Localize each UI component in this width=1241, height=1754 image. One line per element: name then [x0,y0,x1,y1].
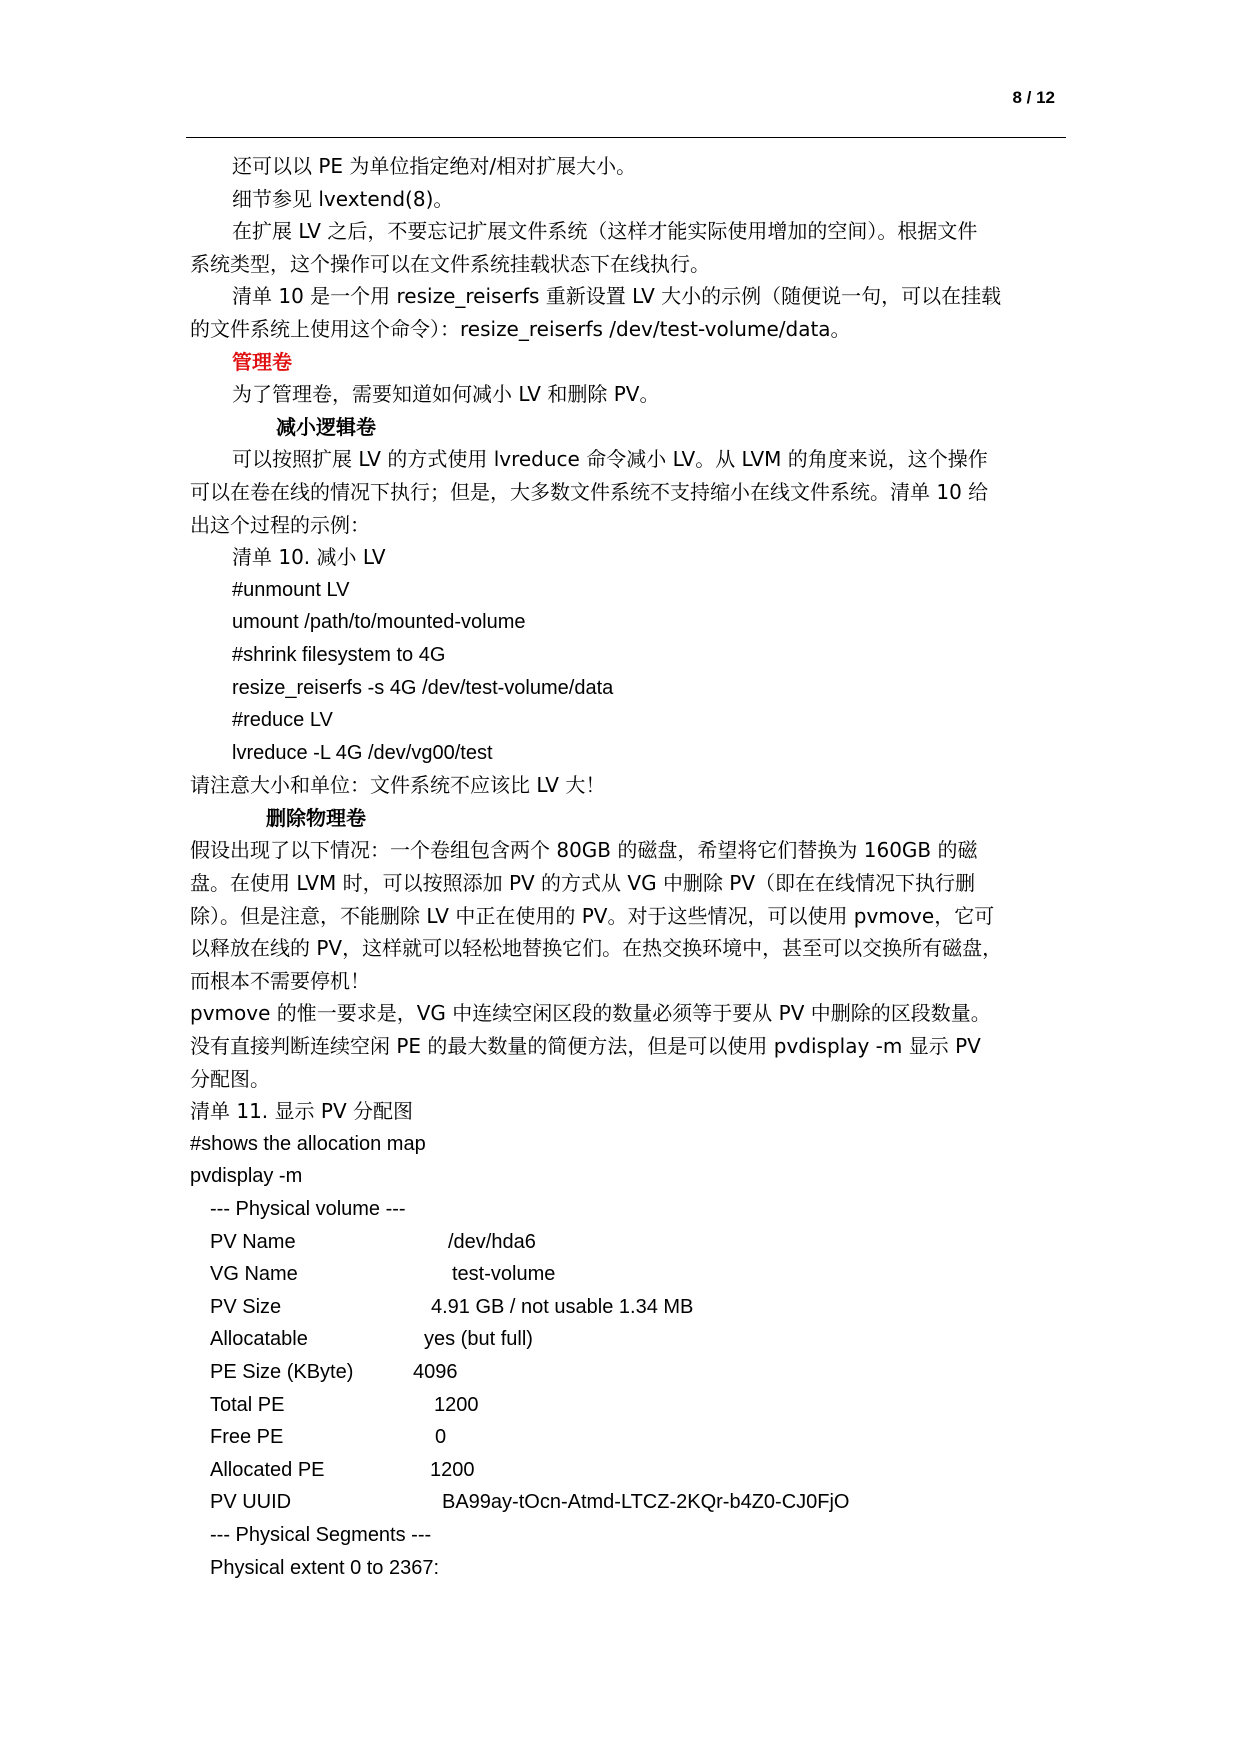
pv-row [190,1421,1070,1454]
subsection-heading-reduce: 减小逻辑卷 [276,414,376,439]
pv-value: 4096 [413,1360,458,1383]
pv-key: PV Size [210,1295,282,1318]
pv-row [190,1454,1070,1487]
pv-row [190,1486,1070,1519]
paragraph-line: 除）。但是注意，不能删除 LV 中正在使用的 PV。对于这些情况，可以使用 pvmove，它可 [190,903,995,928]
code-line: pvdisplay -m [190,1165,303,1188]
paragraph-line: 分配图。 [190,1066,270,1091]
code-line: #unmount LV [232,578,350,601]
paragraph-line: 系统类型，这个操作可以在文件系统挂载状态下在线执行。 [190,251,710,276]
pv-value: 0 [435,1426,447,1449]
pv-row [190,1291,1070,1324]
pv-value: test-volume [452,1263,556,1286]
document-body [190,150,1070,1584]
pv-value: 4.91 GB / not usable 1.34 MB [431,1295,694,1318]
paragraph-line: 可以按照扩展 LV 的方式使用 lvreduce 命令减小 LV。从 LVM 的角度来说，这个操作 [232,447,988,472]
paragraph-line: 盘。在使用 LVM 时，可以按照添加 PV 的方式从 VG 中删除 PV（即在在线情况下执行删 [190,871,976,896]
pv-row [190,1323,1070,1356]
segment-line: Physical extent 0 to 2367: [210,1556,440,1579]
pv-row [190,1226,1070,1259]
code-line: resize_reiserfs -s 4G /dev/test-volume/data [232,676,614,699]
pv-key: Allocatable [210,1328,308,1351]
code-line: #reduce LV [232,709,333,732]
pv-key: VG Name [210,1263,298,1286]
pv-row [190,1258,1070,1291]
pv-value: 1200 [430,1458,475,1481]
section-heading-manage: 管理卷 [232,349,292,374]
pv-row [190,1389,1070,1422]
code-line: umount /path/to/mounted-volume [232,611,526,634]
code-line: lvreduce -L 4G /dev/vg00/test [232,741,493,764]
paragraph-line: 出这个过程的示例： [190,512,370,537]
paragraph-line: 请注意大小和单位：文件系统不应该比 LV 大！ [190,773,606,798]
subsection-heading-remove: 删除物理卷 [266,805,366,830]
paragraph-line: 为了管理卷，需要知道如何减小 LV 和删除 PV。 [232,382,660,407]
paragraph-line: pvmove 的惟一要求是，VG 中连续空闲区段的数量必须等于要从 PV 中删除的区段数量。 [190,1001,991,1026]
pv-section-header: --- Physical volume --- [210,1198,406,1220]
pv-key: PE Size (KByte) [210,1360,354,1383]
segments-header: --- Physical Segments --- [210,1523,432,1546]
paragraph-line: 在扩展 LV 之后，不要忘记扩展文件系统（这样才能实际使用增加的空间）。根据文件 [232,219,978,244]
paragraph-line: 细节参见 lvextend(8)。 [232,186,454,211]
header-rule [186,137,1066,138]
paragraph-line: 以释放在线的 PV，这样就可以轻松地替换它们。在热交换环境中，甚至可以交换所有磁盘， [190,936,1003,961]
pv-row [190,1356,1070,1389]
paragraph-line: 清单 10 是一个用 resize_reiserfs 重新设置 LV 大小的示例（随便说一句，可以在挂载 [232,284,1002,309]
pv-key: PV UUID [210,1491,292,1514]
code-line: #shrink filesystem to 4G [232,643,446,666]
pv-key: Allocated PE [210,1458,325,1481]
paragraph-line: 没有直接判断连续空闲 PE 的最大数量的简便方法，但是可以使用 pvdisplay -m 显示 PV [190,1034,981,1059]
pv-value: 1200 [434,1393,479,1416]
paragraph-line: 假设出现了以下情况：一个卷组包含两个 80GB 的磁盘，希望将它们替换为 160GB 的磁 [190,838,978,863]
pv-value: BA99ay-tOcn-Atmd-LTCZ-2KQr-b4Z0-CJ0FjO [442,1491,850,1514]
pv-key: PV Name [210,1230,296,1253]
code-line: #shows the allocation map [190,1132,426,1155]
pv-value: yes (but full) [424,1328,533,1351]
listing-title: 清单 10. 减小 LV [232,545,386,570]
paragraph-line: 可以在卷在线的情况下执行；但是，大多数文件系统不支持缩小在线文件系统。清单 10 给 [190,479,989,504]
paragraph-line: 而根本不需要停机！ [190,968,370,993]
pv-value: /dev/hda6 [448,1230,536,1253]
pv-key: Total PE [210,1393,285,1416]
paragraph-line: 的文件系统上使用这个命令）：resize_reiserfs /dev/test-volume/data。 [190,316,851,341]
pv-key: Free PE [210,1426,284,1449]
listing-title: 清单 11. 显示 PV 分配图 [190,1099,413,1124]
page-number: 8 / 12 [1012,88,1055,107]
paragraph-line: 还可以以 PE 为单位指定绝对/相对扩展大小。 [232,154,637,178]
